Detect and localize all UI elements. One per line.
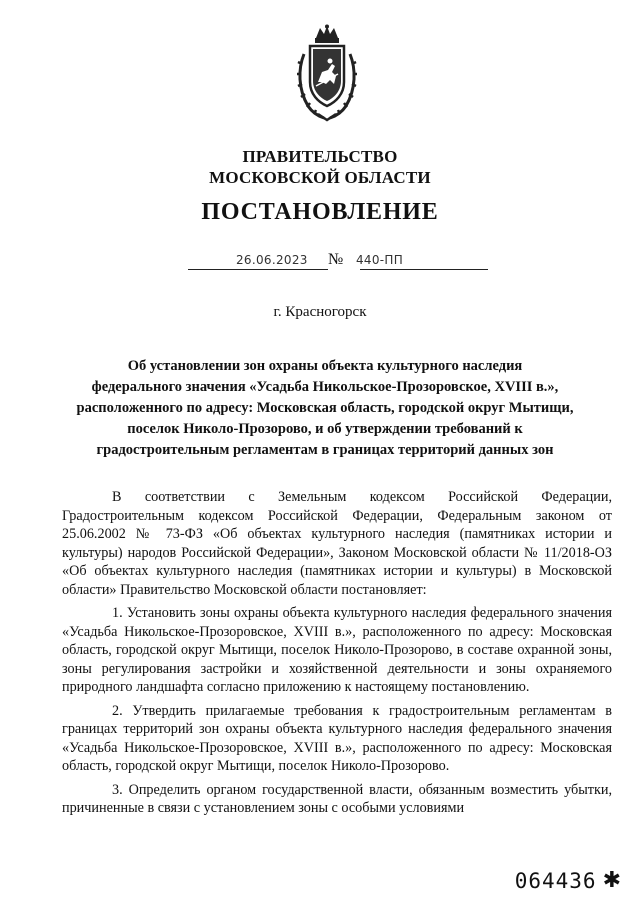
government-line-1: ПРАВИТЕЛЬСТВО [242,147,398,166]
subject-line: расположенного по адресу: Московская область, городской округ Мытищи, [76,400,574,416]
document-type-title: ПОСТАНОВЛЕНИЕ [201,199,439,225]
serial-number: 064436 [514,868,597,893]
document-body [62,488,612,823]
preamble-paragraph: В соответствии с Земельным кодексом Российской Федерации, Градостроительным кодексом Российской Федерации, Федеральным законом от 25.06.2002 № 73-ФЗ «Об объектах культурного наследия (памятниках истории и культуры) народов Российской Федерации», Законом Московской области № 11/2018-ОЗ «Об объектах культурного наследия (памятниках истории и культуры) в Московской области» Правительство Московской области постановляет: [62,489,612,598]
asterisk-mark-icon: ✱ [602,868,622,893]
subject-line: федерального значения «Усадьба Никольское-Прозоровское, XVIII в.», [91,379,559,395]
item-3-paragraph: 3. Определить органом государственной власти, обязанным возместить убытки, причиненные в связи с установлением зоны с особыми условиями [62,781,612,816]
document-date: 26.06.2023 [236,253,308,267]
government-name [0,146,640,188]
subject-line: Об установлении зон охраны объекта культурного наследия [127,358,523,374]
date-number-row [188,251,488,273]
item-1-paragraph: 1. Установить зоны охраны объекта культурного наследия федерального значения «Усадьба Никольское-Прозоровское, XVIII в.», расположенного по адресу: Московская область, городской округ Мытищи, поселок Николо-Прозорово, в составе охранной зоны, зоны регулирования застройки и хозяйственной деятельности и зоны охраняемого природного ландшафта согласно приложению к настоящему постановлению. [62,605,612,695]
coat-of-arms-icon [294,24,360,122]
government-line-2: МОСКОВСКОЙ ОБЛАСТИ [209,168,431,187]
document-number: 440-ПП [356,253,404,267]
document-subject [60,356,590,461]
number-underline [360,269,488,270]
subject-line: поселок Николо-Прозорово, и об утверждении требований к [127,421,523,437]
date-underline [188,269,328,270]
item-2-paragraph: 2. Утвердить прилагаемые требования к градостроительным регламентам в границах территорий зон охраны объекта культурного наследия федерального значения «Усадьба Никольское-Прозоровское, XVIII в.», расположенного по адресу: Московская область, городской округ Мытищи, поселок Николо-Прозорово. [62,702,612,774]
number-sign: № [328,251,344,268]
city: г. Красногорск [273,304,367,320]
serial-number-block [515,868,622,893]
subject-line: градостроительным регламентам в границах территорий данных зон [96,442,554,458]
